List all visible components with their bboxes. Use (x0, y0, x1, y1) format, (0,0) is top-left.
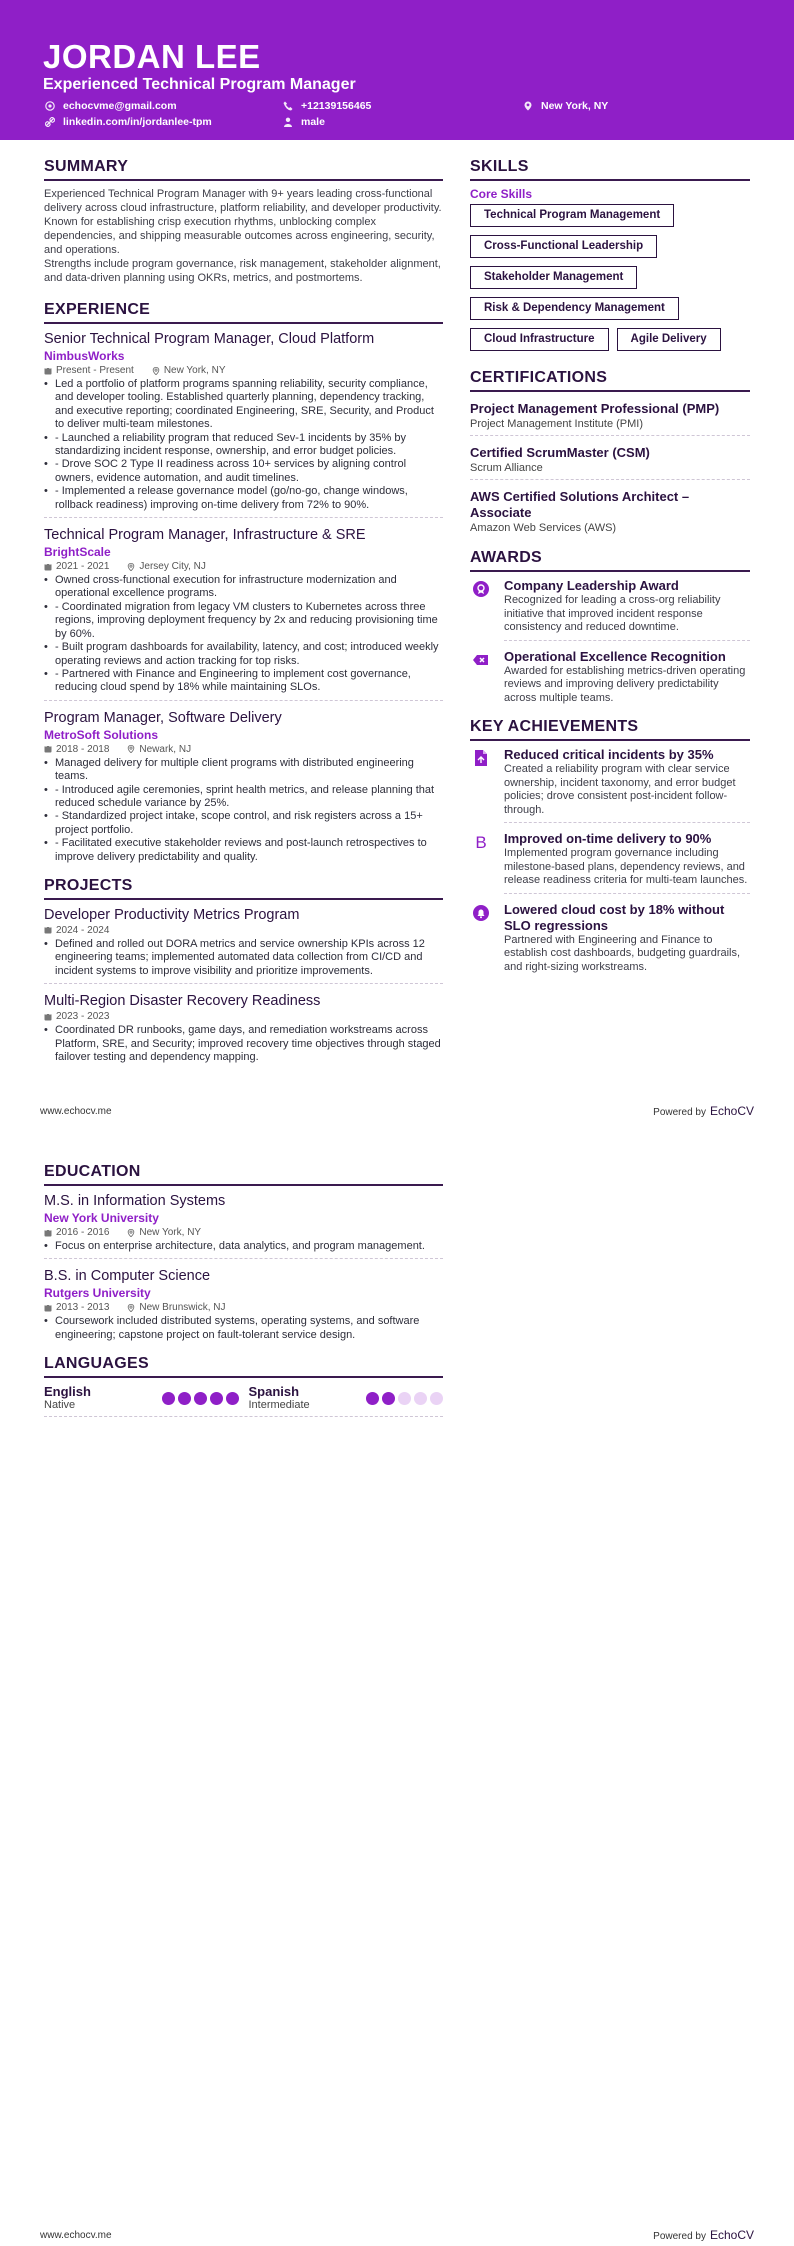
project-entry (44, 906, 443, 984)
bullet-item: • - Introduced agile ceremonies, sprint health metrics, and release planning that reduced schedule variance by 25%. (44, 784, 443, 811)
bullet-item: • Defined and rolled out DORA metrics and service ownership KPIs across 12 engineering teams; implemented automated data collection from CI/CD and incident systems to improve visibility and prioritize improvements. (44, 938, 443, 978)
certification-entry (470, 486, 750, 539)
education-heading: EDUCATION (44, 1163, 443, 1186)
bullet-list (44, 757, 443, 864)
language-level: Intermediate (248, 1399, 310, 1412)
language-level: Native (44, 1399, 76, 1412)
bullet-item: • - Standardized project intake, scope control, and risk registers across a 15+ project portfolio. (44, 810, 443, 837)
achievement-name: Reduced critical incidents by 35% (504, 747, 714, 762)
awards-heading: AWARDS (470, 549, 750, 572)
experience-heading: EXPERIENCE (44, 301, 443, 324)
entry-body (504, 747, 750, 823)
phone-text: +12139156465 (301, 100, 372, 112)
bullet-list (44, 574, 443, 695)
bell-icon (470, 902, 492, 980)
company-name: NimbusWorks (44, 349, 125, 363)
footer-powered (653, 1104, 754, 1118)
certification-name: Project Management Professional (PMP) (470, 401, 720, 416)
powered-by-text: Powered by (653, 1107, 706, 1118)
award-description: Awarded for establishing metrics-driven operating reviews and improving delivery predictability across multiple teams. (504, 664, 746, 704)
job-role: Technical Program Manager, Infrastructure & SRE (44, 527, 366, 544)
bullet-item: • Focus on enterprise architecture, data analytics, and program management. (44, 1240, 443, 1253)
bullet-item: • - Coordinated migration from legacy VM clusters to Kubernetes across three regions, improving deployment frequency by 2x and reducing provisioning time by 60%. (44, 601, 443, 641)
rating-dot (162, 1392, 175, 1405)
language-entry (44, 1384, 239, 1412)
bullet-item: • - Built program dashboards for availability, latency, and cost; introduced weekly operating reviews and action tracking for top risks. (44, 641, 443, 668)
entry-location: New York, NY (139, 1227, 202, 1238)
achievement-description: Created a reliability program with clear service ownership, incident taxonomy, and error budget policies; drove consistent post-incident follow-through. (504, 763, 736, 816)
language-rating (366, 1392, 443, 1405)
bullet-item: • Managed delivery for multiple client programs with distributed engineering teams. (44, 757, 443, 784)
projects-list (44, 906, 443, 1069)
entry-dates: 2021 - 2021 (56, 561, 110, 573)
bullet-list (44, 938, 443, 978)
contact-gender (283, 116, 325, 128)
achievement-name: Lowered cloud cost by 18% without SLO regressions (504, 901, 725, 933)
school-name: New York University (44, 1211, 159, 1225)
summary-paragraph-1: Experienced Technical Program Manager with 9+ years leading cross-functional delivery across cloud infrastructure, platform reliability, and developer productivity. Known for establishing crisp execution rhythms, unblocking complex dependencies, and shipping measurable outcomes across engineering, security, and operations. (44, 188, 442, 256)
experience-entry (44, 330, 443, 518)
entry-dates: 2016 - 2016 (56, 1227, 110, 1238)
linkedin-text: linkedin.com/in/jordanlee-tpm (63, 116, 212, 128)
skills-group-label: Core Skills (470, 187, 533, 201)
project-name: Multi-Region Disaster Recovery Readiness (44, 993, 321, 1010)
achievement-entry (470, 902, 750, 980)
rating-dot (398, 1392, 411, 1405)
project-entry (44, 992, 443, 1069)
location-pin-icon (523, 101, 533, 111)
entry-body (504, 831, 750, 894)
award-description: Recognized for leading a cross-org reliability initiative that improved incident response consistency and reduced downtime. (504, 594, 721, 633)
contact-phone[interactable] (283, 100, 371, 112)
skill-tag: Stakeholder Management (470, 266, 637, 289)
language-name: English (44, 1384, 91, 1400)
rating-dot (414, 1392, 427, 1405)
right-column-page-1 (470, 158, 750, 987)
footer-site[interactable]: www.echocv.me (40, 1105, 112, 1117)
degree-name: M.S. in Information Systems (44, 1193, 226, 1209)
skill-tag: Agile Delivery (617, 328, 721, 351)
certification-entry (470, 398, 750, 436)
svg-text:B: B (475, 833, 487, 851)
certifications-heading: CERTIFICATIONS (470, 369, 750, 392)
candidate-name: JORDAN LEE (43, 38, 261, 75)
phone-icon (283, 101, 293, 111)
skill-tag: Technical Program Management (470, 204, 674, 227)
award-entry (470, 649, 750, 711)
award-name: Company Leadership Award (504, 578, 679, 593)
job-role: Senior Technical Program Manager, Cloud Platform (44, 331, 375, 347)
calendar-icon (44, 367, 52, 375)
entry-body (504, 649, 750, 711)
skill-tag: Risk & Dependency Management (470, 297, 679, 320)
language-name: Spanish (248, 1384, 300, 1400)
candidate-title: Experienced Technical Program Manager (43, 76, 356, 93)
company-name: BrightScale (44, 545, 111, 560)
bullet-item: • - Facilitated executive stakeholder reviews and post-launch retrospectives to improve delivery predictability and quality. (44, 837, 443, 864)
left-column-page-2 (44, 1163, 443, 1417)
rating-dot (226, 1392, 239, 1405)
award-name: Operational Excellence Recognition (504, 648, 726, 664)
bullet-list (44, 378, 443, 512)
achievement-description: Implemented program governance including milestone-based plans, dependency reviews, and release readiness criteria for multi-team launches. (504, 847, 748, 886)
location-pin-icon (127, 563, 135, 571)
experience-list (44, 330, 443, 869)
certifications-list (470, 398, 750, 539)
document-icon (470, 747, 492, 823)
award-entry (470, 578, 750, 641)
achievement-description: Partnered with Engineering and Finance to establish cost dashboards, budgeting guardrails, and right-sizing workstreams. (504, 933, 741, 973)
company-name: MetroSoft Solutions (44, 727, 158, 742)
footer-site[interactable]: www.echocv.me (40, 2229, 112, 2241)
entry-meta (44, 1226, 443, 1239)
education-list (44, 1192, 443, 1347)
calendar-icon (44, 1013, 52, 1021)
job-role: Program Manager, Software Delivery (44, 709, 282, 726)
location-pin-icon (127, 1304, 135, 1312)
entry-meta (44, 924, 443, 937)
entry-dates: 2024 - 2024 (56, 924, 110, 936)
skill-tag: Cloud Infrastructure (470, 328, 609, 351)
brand-logo: EchoCV (709, 2228, 754, 2242)
entry-dates: 2013 - 2013 (56, 1302, 110, 1314)
rating-dot (366, 1392, 379, 1405)
contact-linkedin[interactable] (45, 116, 212, 128)
gender-text: male (301, 116, 325, 128)
bullet-item: • - Implemented a release governance model (go/no-go, change windows, rollback readiness) improving on-time delivery from 72% to 90%. (44, 485, 443, 512)
language-rating (162, 1392, 239, 1405)
entry-location: New York, NY (163, 365, 226, 376)
rating-dot (194, 1392, 207, 1405)
education-entry (44, 1267, 443, 1347)
calendar-icon (44, 1229, 52, 1237)
calendar-icon (44, 745, 52, 753)
certification-name: Certified ScrumMaster (CSM) (470, 445, 650, 460)
entry-body (504, 578, 750, 641)
calendar-icon (44, 1304, 52, 1312)
certification-issuer: Project Management Institute (PMI) (470, 418, 644, 430)
achievements-list (470, 747, 750, 979)
entry-meta (44, 1010, 443, 1023)
certification-issuer: Amazon Web Services (AWS) (470, 522, 617, 534)
bold-b-icon (470, 831, 492, 894)
skill-tag: Cross-Functional Leadership (470, 235, 657, 258)
email-text: echocvme@gmail.com (63, 100, 177, 112)
left-column-page-1 (44, 158, 443, 1077)
language-entry (249, 1384, 444, 1412)
projects-heading: PROJECTS (44, 877, 443, 900)
language-text (44, 1384, 91, 1412)
skill-tags (470, 204, 750, 351)
tag-icon (470, 649, 492, 711)
award-ribbon-icon (470, 578, 492, 641)
entry-dates: 2023 - 2023 (56, 1011, 110, 1023)
bullet-item: • Coursework included distributed systems, operating systems, and software engineering; capstone project on fault-tolerant service design. (44, 1315, 443, 1342)
entry-meta (44, 364, 443, 377)
bullet-item: • - Launched a reliability program that reduced Sev-1 incidents by 35% by standardizing incident response, ownership, and error budget policies. (44, 432, 443, 459)
calendar-icon (44, 563, 52, 571)
education-entry (44, 1192, 443, 1259)
contact-email[interactable] (45, 100, 177, 112)
bullet-item: • Led a portfolio of platform programs spanning reliability, security compliance, and developer tooling. Established quarterly planning, dependency tracking, and executive reporting; coordinated Engineering, SRE, Security, and Product to deliver multi-team milestones. (44, 378, 443, 432)
rating-dot (178, 1392, 191, 1405)
rating-dot (430, 1392, 443, 1405)
degree-name: B.S. in Computer Science (44, 1268, 211, 1285)
link-icon (45, 117, 55, 127)
footer-page-2 (40, 2228, 754, 2242)
summary-heading: SUMMARY (44, 158, 443, 181)
brand-logo: EchoCV (709, 1104, 754, 1118)
achievement-entry (470, 747, 750, 823)
entry-dates: 2018 - 2018 (56, 743, 110, 755)
awards-list (470, 578, 750, 710)
school-name: Rutgers University (44, 1286, 151, 1301)
person-icon (283, 117, 293, 127)
location-pin-icon (127, 1229, 135, 1237)
experience-entry (44, 526, 443, 701)
project-name: Developer Productivity Metrics Program (44, 906, 300, 923)
certification-entry (470, 442, 750, 480)
resume-header (0, 0, 794, 140)
entry-meta (44, 743, 443, 756)
bullet-item: • - Drove SOC 2 Type II readiness across 10+ services by aligning control owners, evidence automation, and audit timelines. (44, 458, 443, 485)
footer-powered (653, 2228, 754, 2242)
rating-dot (382, 1392, 395, 1405)
location-text: New York, NY (541, 100, 609, 112)
summary-paragraph-2: Strengths include program governance, risk management, stakeholder alignment, and data-driven planning using OKRs, metrics, and postmortems. (44, 258, 441, 284)
entry-dates: Present - Present (56, 365, 134, 376)
skills-heading: SKILLS (470, 158, 750, 181)
rating-dot (210, 1392, 223, 1405)
certification-issuer: Scrum Alliance (470, 462, 543, 474)
location-pin-icon (127, 745, 135, 753)
powered-by-text: Powered by (653, 2231, 706, 2242)
footer-page-1 (40, 1104, 754, 1118)
experience-entry (44, 709, 443, 869)
entry-meta (44, 1301, 443, 1314)
language-text (249, 1384, 310, 1412)
languages-list (44, 1384, 443, 1417)
bullet-item: • Coordinated DR runbooks, game days, and remediation workstreams across Platform, SRE, and Security; improved recovery time objectives through staged failover testing and dependency mapping. (44, 1024, 443, 1064)
achievement-name: Improved on-time delivery to 90% (504, 831, 712, 846)
bullet-list (44, 1315, 443, 1342)
certification-name: AWS Certified Solutions Architect – Associate (470, 489, 690, 520)
bullet-item: • Owned cross-functional execution for infrastructure modernization and operational excellence programs. (44, 574, 443, 601)
bullet-list (44, 1240, 443, 1253)
languages-heading: LANGUAGES (44, 1355, 443, 1378)
at-icon (45, 101, 55, 111)
achievements-heading: KEY ACHIEVEMENTS (470, 718, 750, 741)
entry-meta (44, 560, 443, 573)
entry-location: Jersey City, NJ (139, 561, 206, 573)
achievement-entry (470, 831, 750, 894)
bullet-item: • - Partnered with Finance and Engineering to implement cost governance, reducing cloud spend by 18% while maintaining SLOs. (44, 668, 443, 695)
location-pin-icon (152, 367, 160, 375)
entry-location: New Brunswick, NJ (139, 1302, 226, 1314)
bullet-list (44, 1024, 443, 1064)
entry-body (504, 902, 750, 980)
entry-location: Newark, NJ (139, 743, 192, 755)
calendar-icon (44, 926, 52, 934)
contact-location (523, 100, 608, 112)
